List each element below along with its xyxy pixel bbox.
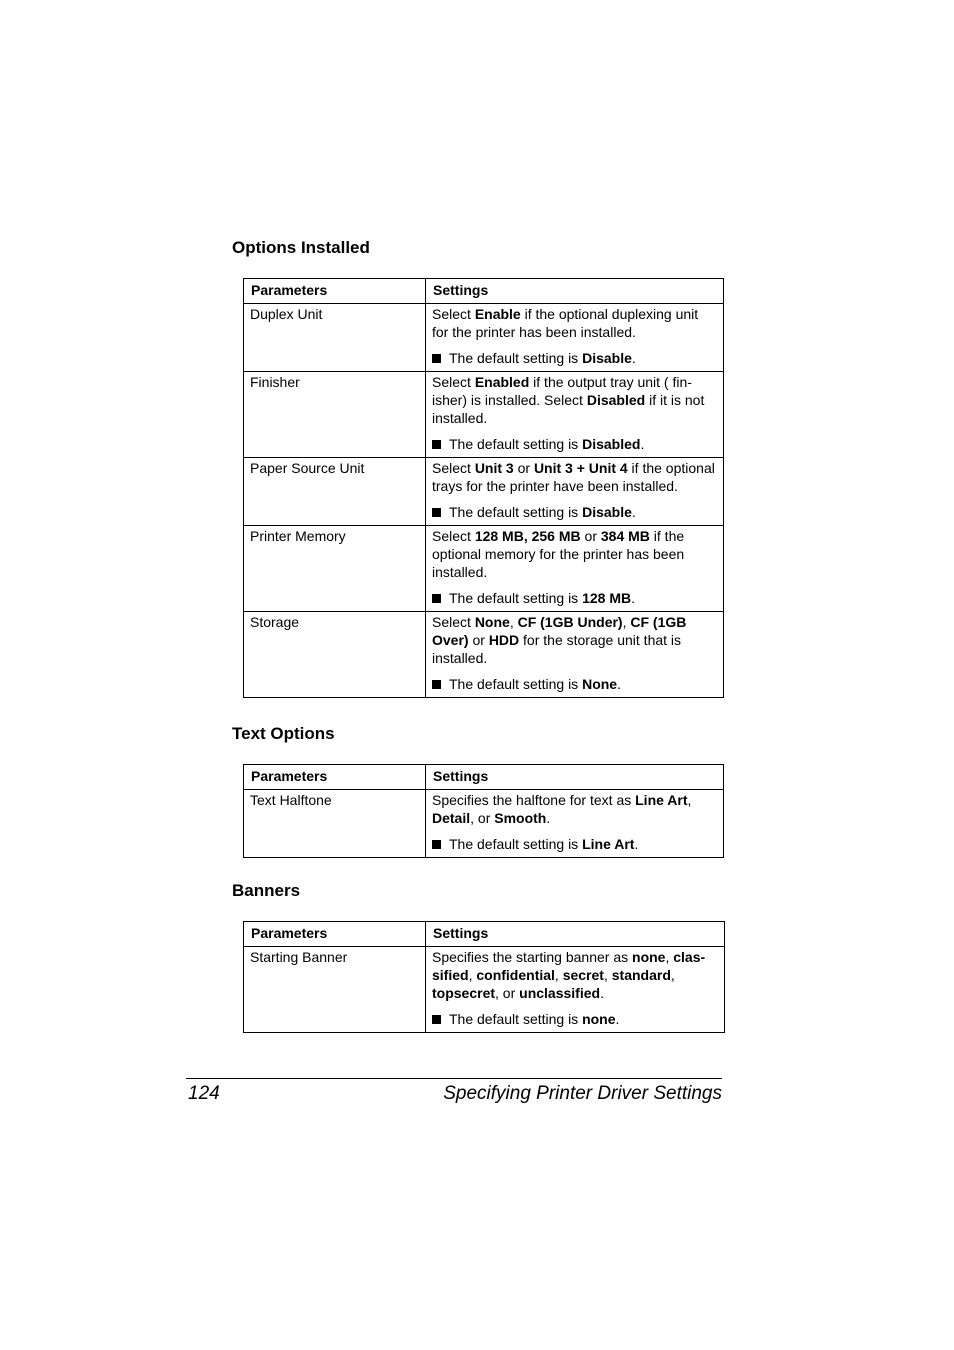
- text-run: .: [546, 810, 551, 826]
- bold-term: Enable: [474, 306, 521, 322]
- bold-term: None: [582, 676, 618, 692]
- text-run: for the storage unit that is installed.: [432, 632, 682, 666]
- parameter-cell: Paper Source Unit: [244, 458, 426, 526]
- bold-term: 128 MB, 256 MB: [474, 528, 581, 544]
- table-header-row: [244, 765, 724, 790]
- section-title-options-installed: Options Installed: [232, 238, 370, 257]
- text-run: .: [631, 504, 636, 520]
- text-run: The default setting is: [449, 1011, 583, 1027]
- square-bullet-icon: [432, 354, 441, 363]
- settings-cell: [426, 304, 724, 372]
- running-footer-title: Specifying Printer Driver Settings: [443, 1083, 722, 1104]
- text-run: if the optional trays for the printer have been installed.: [432, 460, 715, 494]
- settings-cell: [426, 790, 724, 858]
- text-run: ,: [670, 967, 675, 983]
- text-run: ,: [509, 614, 518, 630]
- setting-description: [432, 305, 717, 341]
- default-setting-note: [432, 435, 717, 453]
- column-header-settings: Settings: [426, 765, 724, 790]
- text-run: if the output tray unit ( fin-isher) is installed. Select: [432, 374, 692, 408]
- parameter-cell: Storage: [244, 612, 426, 698]
- square-bullet-icon: [432, 680, 441, 689]
- options-installed-table: [243, 278, 724, 698]
- parameter-cell: Starting Banner: [244, 947, 426, 1033]
- text-run: The default setting is: [449, 590, 583, 606]
- text-run: ,: [665, 949, 674, 965]
- text-run: Select: [432, 306, 475, 322]
- text-run: ,: [622, 614, 631, 630]
- text-run: .: [600, 985, 604, 1001]
- settings-cell: [426, 372, 724, 458]
- parameter-cell: Text Halftone: [244, 790, 426, 858]
- column-header-parameters: Parameters: [244, 279, 426, 304]
- bold-term: none: [582, 1011, 616, 1027]
- text-run: if the optional duplexing unit for the printer has been installed.: [432, 306, 699, 340]
- setting-description: [432, 373, 717, 427]
- column-header-parameters: Parameters: [244, 922, 426, 947]
- setting-description: [432, 527, 717, 581]
- default-setting-note: [432, 1010, 718, 1028]
- bold-term: unclassified: [519, 985, 601, 1001]
- bold-term: Disabled: [582, 436, 641, 452]
- table-row: [244, 458, 724, 526]
- bold-term: HDD: [488, 632, 520, 648]
- text-run: , or: [495, 985, 520, 1001]
- text-run: if the optional memory for the printer has been installed.: [432, 528, 685, 580]
- bold-term: Smooth: [494, 810, 547, 826]
- default-setting-note: [432, 503, 717, 521]
- text-run: Select: [432, 460, 475, 476]
- column-header-settings: Settings: [426, 279, 724, 304]
- settings-cell: [426, 526, 724, 612]
- footer-divider: [186, 1078, 722, 1079]
- default-setting-note: [432, 349, 717, 367]
- default-setting-note: [432, 589, 717, 607]
- text-options-table: [243, 764, 724, 858]
- bold-term: Detail: [432, 810, 471, 826]
- page-number: 124: [188, 1083, 220, 1104]
- bold-term: clas-sified: [432, 949, 706, 983]
- text-run: The default setting is: [449, 676, 583, 692]
- setting-description: [432, 791, 717, 827]
- text-run: Select: [432, 528, 475, 544]
- bold-term: 384 MB: [600, 528, 650, 544]
- section-title-text-options: Text Options: [232, 724, 335, 743]
- text-run: .: [617, 676, 621, 692]
- table-header-row: [244, 922, 725, 947]
- table-row: [244, 372, 724, 458]
- text-run: Specifies the halftone for text as: [432, 792, 636, 808]
- text-run: ,: [468, 967, 477, 983]
- bold-term: Unit 3 + Unit 4: [533, 460, 628, 476]
- bold-term: None: [474, 614, 510, 630]
- text-run: or: [580, 528, 601, 544]
- text-run: .: [615, 1011, 620, 1027]
- bold-term: none: [632, 949, 666, 965]
- banners-table: [243, 921, 725, 1033]
- text-run: .: [631, 590, 635, 606]
- square-bullet-icon: [432, 1015, 441, 1024]
- bold-term: CF (1GB Over): [432, 614, 687, 648]
- section-title-banners: Banners: [232, 881, 301, 900]
- bold-term: Disabled: [586, 392, 646, 408]
- bold-term: secret: [562, 967, 604, 983]
- square-bullet-icon: [432, 840, 441, 849]
- text-run: ,: [603, 967, 612, 983]
- text-run: Select: [432, 374, 475, 390]
- column-header-settings: Settings: [426, 922, 725, 947]
- table-row: [244, 612, 724, 698]
- parameter-cell: Finisher: [244, 372, 426, 458]
- square-bullet-icon: [432, 508, 441, 517]
- table-row: [244, 790, 724, 858]
- bold-term: 128 MB: [582, 590, 632, 606]
- default-setting-note: [432, 835, 717, 853]
- text-run: .: [634, 836, 639, 852]
- text-run: Specifies the starting banner as: [432, 949, 633, 965]
- parameter-cell: Printer Memory: [244, 526, 426, 612]
- text-run: ,: [687, 792, 692, 808]
- bold-term: topsecret: [432, 985, 496, 1001]
- text-run: Select: [432, 614, 475, 630]
- text-run: The default setting is: [449, 436, 583, 452]
- text-run: The default setting is: [449, 504, 583, 520]
- text-run: ,: [554, 967, 563, 983]
- text-run: , or: [470, 810, 495, 826]
- setting-description: [432, 948, 718, 1002]
- column-header-parameters: Parameters: [244, 765, 426, 790]
- table-row: [244, 947, 725, 1033]
- settings-cell: [426, 612, 724, 698]
- bold-term: Line Art: [635, 792, 688, 808]
- default-setting-note: [432, 675, 717, 693]
- table-header-row: [244, 279, 724, 304]
- settings-cell: [426, 458, 724, 526]
- bold-term: Unit 3: [474, 460, 514, 476]
- setting-description: [432, 613, 717, 667]
- text-run: The default setting is: [449, 350, 583, 366]
- text-run: or: [513, 460, 534, 476]
- bold-term: Enabled: [474, 374, 530, 390]
- bold-term: Line Art: [582, 836, 635, 852]
- parameter-cell: Duplex Unit: [244, 304, 426, 372]
- square-bullet-icon: [432, 440, 441, 449]
- square-bullet-icon: [432, 594, 441, 603]
- bold-term: CF (1GB Under): [517, 614, 623, 630]
- bold-term: standard: [611, 967, 671, 983]
- text-run: or: [468, 632, 489, 648]
- text-run: The default setting is: [449, 836, 583, 852]
- setting-description: [432, 459, 717, 495]
- text-run: .: [631, 350, 636, 366]
- table-row: [244, 304, 724, 372]
- text-run: if it is not installed.: [432, 392, 705, 426]
- settings-cell: [426, 947, 725, 1033]
- bold-term: Disable: [582, 504, 632, 520]
- table-row: [244, 526, 724, 612]
- bold-term: confidential: [476, 967, 555, 983]
- bold-term: Disable: [582, 350, 632, 366]
- text-run: .: [640, 436, 645, 452]
